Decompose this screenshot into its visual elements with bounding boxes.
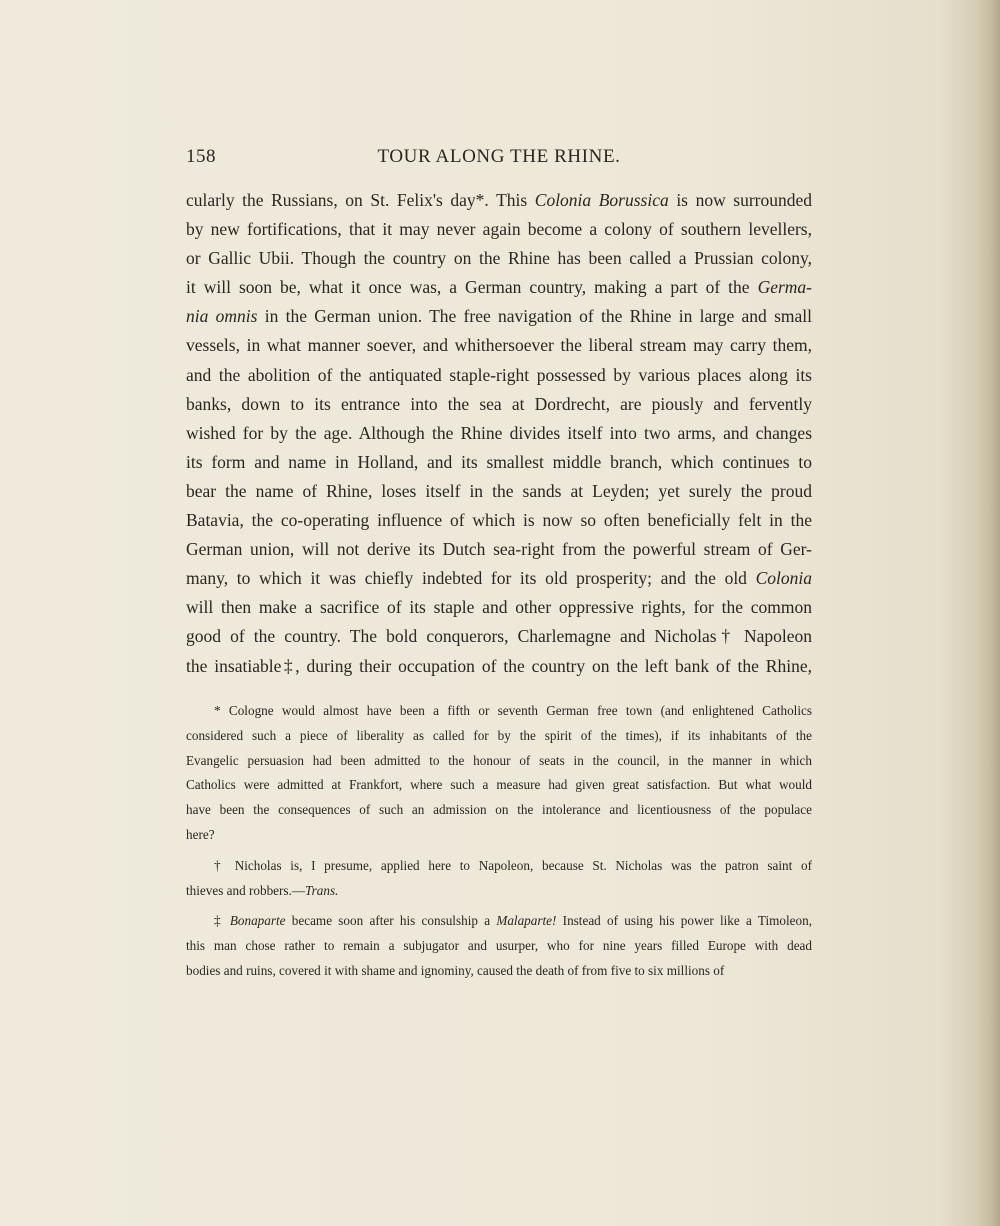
body-line bbox=[186, 448, 812, 477]
body-line bbox=[186, 622, 812, 651]
text-run: or Gallic Ubii. Though the country on the Rhine has been called a Prussian colony, bbox=[186, 248, 812, 269]
page-header bbox=[186, 146, 812, 174]
body-line bbox=[186, 593, 812, 622]
text-run: ‡ bbox=[214, 913, 230, 929]
footnote-line bbox=[186, 749, 812, 774]
text-run: Instead of using his power like a Timoleon, bbox=[556, 913, 812, 929]
text-run: it will soon be, what it once was, a German country, making a part of the bbox=[186, 277, 758, 298]
body-line bbox=[186, 506, 812, 535]
text-run: thieves and robbers.— bbox=[186, 882, 306, 898]
footnote-line bbox=[186, 823, 812, 848]
text-run: good of the country. The bold conquerors, Charlemagne and Nicholas† Napoleon bbox=[186, 626, 812, 647]
text-run: bear the name of Rhine, loses itself in the sands at Leyden; yet surely the proud bbox=[186, 480, 812, 501]
italic-text: Germa- bbox=[757, 277, 812, 298]
footnote-line bbox=[186, 879, 812, 904]
italic-text: Colonia bbox=[755, 568, 812, 589]
text-run: cularly the Russians, on St. Felix's day*. This bbox=[186, 190, 535, 210]
text-run: * Cologne would almost have been a fifth or seventh German free town (and enlightened Catholics bbox=[214, 703, 812, 718]
body-line bbox=[186, 244, 812, 273]
footnote-line bbox=[186, 909, 812, 934]
text-run: many, to which it was chiefly indebted for its old prosperity; and the old bbox=[186, 568, 756, 589]
footnote-line bbox=[186, 934, 812, 959]
footnote-line bbox=[186, 798, 812, 823]
main-text bbox=[186, 186, 812, 681]
body-line bbox=[186, 302, 812, 331]
text-run: vessels, in what manner soever, and whithersoever the liberal stream may carry them, bbox=[186, 335, 812, 356]
body-line bbox=[186, 535, 812, 564]
italic-text: Malaparte! bbox=[496, 913, 557, 929]
text-run: in the German union. The free navigation of the Rhine in large and small bbox=[257, 306, 812, 327]
footnotes bbox=[186, 699, 812, 990]
text-run: became soon after his consulship a bbox=[285, 913, 497, 929]
text-run: † Nicholas is, I presume, applied here to Napoleon, because St. Nicholas was the patron saint of bbox=[214, 857, 812, 873]
footnote-line bbox=[186, 959, 812, 984]
footnote-line bbox=[186, 724, 812, 749]
page-gutter-shadow bbox=[976, 0, 1000, 1226]
text-run: this man chose rather to remain a subjugator and usurper, who for nine years filled Europe with dead bbox=[186, 938, 812, 954]
footnote bbox=[186, 909, 812, 983]
text-run: by new fortifications, that it may never again become a colony of southern levellers, bbox=[186, 219, 812, 240]
text-run: here? bbox=[186, 826, 215, 842]
page-number: 158 bbox=[186, 146, 216, 167]
text-run: is now surrounded bbox=[668, 190, 813, 210]
text-run: its form and name in Holland, and its smallest middle branch, which continues to bbox=[186, 451, 812, 472]
text-run: German union, will not derive its Dutch sea-right from the powerful stream of Ger- bbox=[186, 539, 812, 560]
body-line bbox=[186, 273, 812, 302]
body-line bbox=[186, 186, 812, 215]
text-run: considered such a piece of liberality as called for by the spirit of the times), if its inhabitants of the bbox=[186, 727, 812, 743]
body-line bbox=[186, 419, 812, 448]
footnote bbox=[186, 854, 812, 904]
text-run: Batavia, the co-operating influence of which is now so often beneficially felt in the bbox=[186, 510, 812, 531]
footnote-line bbox=[186, 699, 812, 724]
italic-text: Bonaparte bbox=[229, 913, 286, 929]
text-run: bodies and ruins, covered it with shame and ignominy, caused the death of from five to six millions of bbox=[186, 962, 725, 978]
body-line bbox=[186, 331, 812, 360]
text-run: Catholics were admitted at Frankfort, where such a measure had given great satisfaction. But what would bbox=[186, 777, 812, 793]
body-line bbox=[186, 215, 812, 244]
footnote-line bbox=[186, 854, 812, 879]
running-title: TOUR ALONG THE RHINE. bbox=[377, 146, 621, 167]
text-run: will then make a sacrifice of its staple and other oppressive rights, for the common bbox=[186, 597, 812, 618]
text-run: and the abolition of the antiquated staple-right possessed by various places along its bbox=[186, 364, 812, 385]
body-line bbox=[186, 361, 812, 390]
body-line bbox=[186, 652, 812, 681]
italic-text: Colonia Borussica bbox=[534, 190, 669, 210]
body-line bbox=[186, 390, 812, 419]
italic-text: Trans. bbox=[305, 882, 339, 898]
footnote bbox=[186, 699, 812, 848]
body-line bbox=[186, 477, 812, 506]
text-run: banks, down to its entrance into the sea at Dordrecht, are piously and fervently bbox=[186, 393, 812, 414]
footnote-line bbox=[186, 773, 812, 798]
italic-text: nia omnis bbox=[186, 306, 258, 327]
text-run: Evangelic persuasion had been admitted to the honour of seats in the council, in the manner in which bbox=[186, 752, 812, 768]
text-run: have been the consequences of such an admission on the intolerance and licentiousness of the populace bbox=[186, 802, 812, 818]
text-run: wished for by the age. Although the Rhine divides itself into two arms, and changes bbox=[186, 422, 812, 443]
text-run: the insatiable‡, during their occupation of the country on the left bank of the Rhine, bbox=[186, 655, 812, 676]
body-line bbox=[186, 564, 812, 593]
